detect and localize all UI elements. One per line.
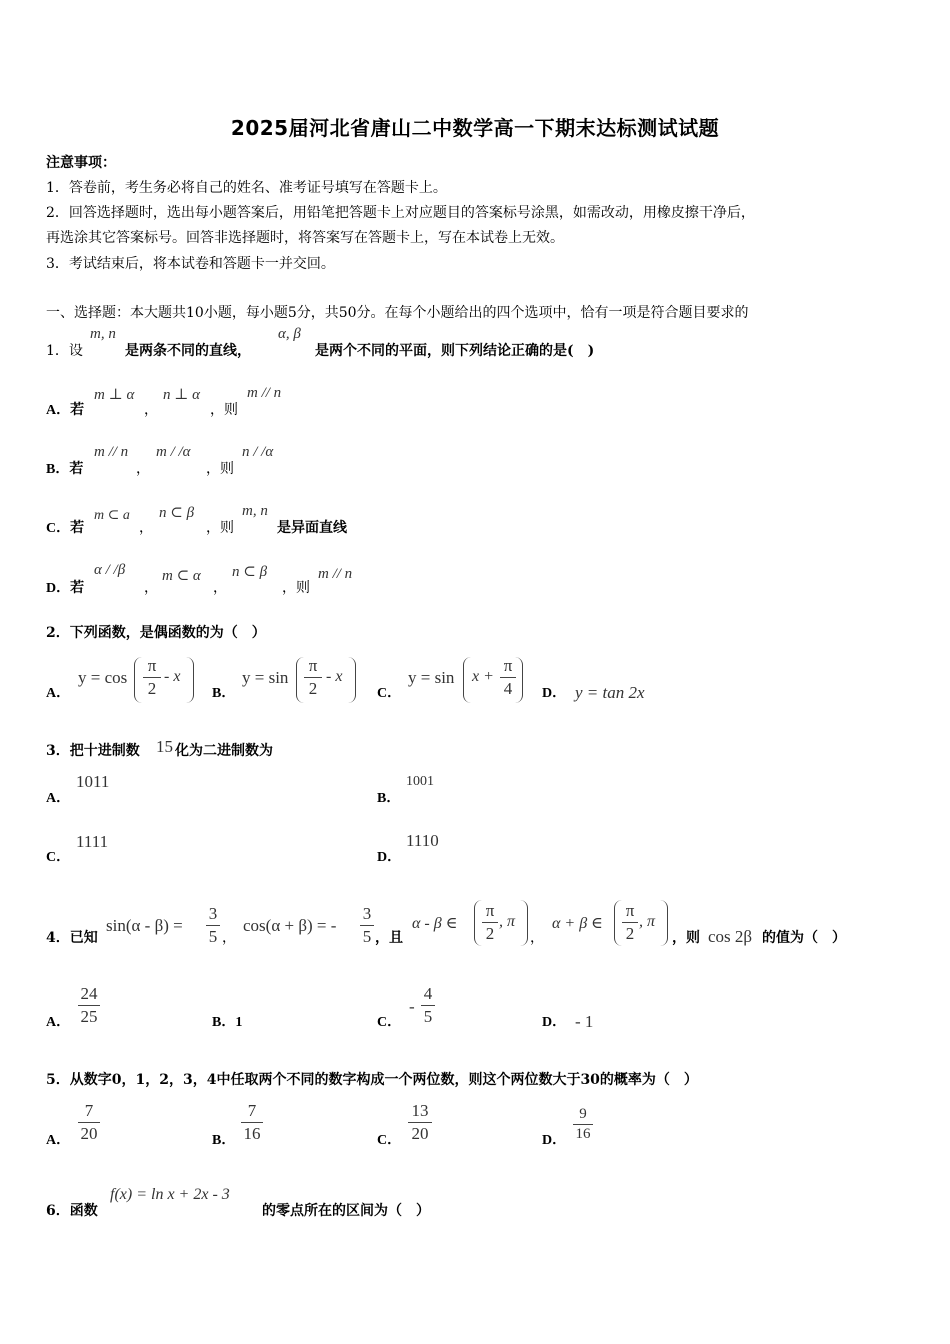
q4-text2: 的值为（ ） — [762, 930, 846, 946]
q2-a-den: 2 — [147, 679, 157, 698]
q1-b-expr3: n / /α — [242, 444, 274, 460]
q2-option-c-label: C． — [377, 686, 402, 701]
q3-c-value: 1111 — [76, 832, 109, 851]
q1-c-then: ，则 — [206, 520, 234, 536]
q2-d-fn: y = tan 2x — [575, 683, 645, 702]
q4-a-num: 24 — [80, 984, 98, 1003]
q4-a-frac — [78, 984, 100, 1027]
q2-b-frac — [304, 656, 322, 699]
q2-c-fn: y = sin — [408, 668, 455, 687]
q6-text1: 6．函数 — [46, 1203, 98, 1219]
q3-value: 15 — [156, 737, 173, 756]
q1-option-d-label: D．若 — [46, 581, 85, 596]
q2-option-b-label: B． — [212, 686, 236, 701]
q3-text1: 3．把十进制数 — [46, 743, 140, 759]
q4-frac4-num: π — [625, 901, 635, 920]
q4-frac2-den: 5 — [362, 927, 372, 946]
q4-expr4: α + β ∈ — [552, 915, 604, 932]
q4-c-sign: - — [409, 997, 415, 1016]
q4-c-num: 4 — [423, 984, 433, 1003]
q1-d-then: ，则 — [282, 580, 310, 596]
q1-a-expr2: n ⊥ α — [163, 387, 200, 403]
q4-expr5: cos 2β — [708, 927, 753, 946]
q4-c-frac — [421, 984, 435, 1027]
q1-option-b-label: B．若 — [46, 462, 84, 477]
q2-c-frac — [500, 656, 516, 699]
q4-frac1-num: 3 — [208, 904, 218, 923]
q1-var-ab: α, β — [278, 326, 301, 342]
q1-option-a-label: A．若 — [46, 403, 85, 418]
q1-a-then: ，则 — [210, 402, 238, 418]
q4-c-den: 5 — [423, 1007, 433, 1026]
q1-d-sep1: ， — [144, 580, 158, 596]
q5-option-d-label: D． — [542, 1133, 567, 1148]
q5-option-c-label: C． — [377, 1133, 402, 1148]
q1-c-expr3: m, n — [242, 503, 268, 519]
q2-option-a-label: A． — [46, 686, 71, 701]
q4-then: ，则 — [672, 930, 700, 946]
q3-option-b-label: B． — [377, 791, 401, 806]
q3-option-a-label: A． — [46, 791, 71, 806]
q6-function: f(x) = ln x + 2x - 3 — [110, 1186, 230, 1203]
q1-c-tail: 是异面直线 — [277, 520, 347, 536]
q1-d-sep2: ， — [213, 580, 227, 596]
section-heading: 一、选择题：本大题共10小题，每小题5分，共50分。在每个小题给出的四个选项中，恰有一项是符合题目要求的 — [46, 305, 749, 321]
q1-c-sep: ， — [139, 520, 153, 536]
q2-a-num: π — [147, 656, 157, 675]
q1-c-expr1: m ⊂ a — [94, 508, 130, 523]
q4-option-b-label: B．1 — [212, 1015, 243, 1030]
q5-a-frac — [78, 1101, 100, 1144]
q1-d-expr4: m // n — [318, 566, 353, 582]
q5-option-a-label: A． — [46, 1133, 71, 1148]
q2-a-tail: - x — [164, 668, 181, 685]
q4-frac2-num: 3 — [362, 904, 372, 923]
q1-b-sep: ， — [136, 461, 150, 477]
q3-text2: 化为二进制数为 — [175, 743, 273, 759]
q1-c-expr2: n ⊂ β — [159, 505, 195, 521]
q4-a-den: 25 — [80, 1007, 98, 1026]
q4-frac2 — [360, 904, 374, 947]
q1-text2: 是两个不同的平面，则下列结论正确的是( ) — [315, 343, 595, 359]
q1-a-expr3: m // n — [247, 385, 282, 401]
q4-expr1: sin(α - β) = — [106, 916, 183, 935]
notice-item-3: 3．考试结束后，将本试卷和答题卡一并交回。 — [46, 256, 335, 272]
q2-c-head: x + — [472, 668, 494, 685]
q5-a-den: 20 — [80, 1124, 98, 1143]
q1-b-expr1: m // n — [94, 444, 129, 460]
q3-d-value: 1110 — [406, 831, 439, 850]
q4-frac3 — [482, 901, 498, 944]
q2-text: 2．下列函数，是偶函数的为（ ） — [46, 625, 266, 641]
q1-b-expr2: m / /α — [156, 444, 191, 460]
q4-text1: 4．已知 — [46, 930, 98, 946]
q4-frac3-den: 2 — [485, 924, 495, 943]
q4-frac3-num: π — [485, 901, 495, 920]
q3-option-c-label: C． — [46, 850, 71, 865]
q5-d-frac — [573, 1106, 593, 1143]
q4-option-c-label: C． — [377, 1015, 402, 1030]
q1-option-c-label: C．若 — [46, 521, 85, 536]
q1-number: 1．设 — [46, 343, 83, 359]
q4-and: ，且 — [375, 930, 403, 946]
page-title: 2025届河北省唐山二中数学高一下期末达标测试试题 — [230, 116, 720, 140]
q3-option-d-label: D． — [377, 850, 402, 865]
q2-b-tail: - x — [326, 668, 343, 685]
q1-a-expr1: m ⊥ α — [94, 387, 135, 403]
q4-option-a-label: A． — [46, 1015, 71, 1030]
q4-comma: ， — [222, 930, 236, 946]
q5-b-num: 7 — [247, 1101, 257, 1120]
q1-var-mn: m, n — [90, 326, 116, 342]
q4-pitail1: , π — [499, 913, 516, 930]
q2-option-d-label: D． — [542, 686, 567, 701]
q1-b-then: ，则 — [206, 461, 234, 477]
q3-b-value: 1001 — [406, 774, 434, 789]
q5-a-num: 7 — [84, 1101, 94, 1120]
q2-c-num: π — [503, 656, 513, 675]
q4-frac1 — [206, 904, 220, 947]
q5-c-num: 13 — [411, 1101, 429, 1120]
q5-d-den: 16 — [575, 1126, 591, 1142]
q2-a-fn: y = cos — [78, 668, 128, 687]
q2-a-frac — [143, 656, 161, 699]
q4-d-value: - 1 — [575, 1012, 594, 1031]
q5-text: 5．从数字0，1，2，3，4中任取两个不同的数字构成一个两位数，则这个两位数大于30的概率为（ ） — [46, 1072, 698, 1088]
q2-b-den: 2 — [308, 679, 318, 698]
q6-text2: 的零点所在的区间为（ ） — [262, 1203, 430, 1219]
q4-frac4-den: 2 — [625, 924, 635, 943]
q4-frac1-den: 5 — [208, 927, 218, 946]
q4-pitail2: , π — [639, 913, 656, 930]
q1-d-expr1: α / /β — [94, 562, 126, 578]
q2-b-fn: y = sin — [242, 668, 289, 687]
notice-item-2-cont: 再选涂其它答案标号。回答非选择题时，将答案写在答题卡上，写在本试卷上无效。 — [46, 230, 564, 246]
q3-a-value: 1011 — [76, 772, 110, 791]
q4-comma2: ， — [530, 930, 544, 946]
q2-c-den: 4 — [503, 679, 513, 698]
q4-expr3: α - β ∈ — [412, 915, 458, 932]
q4-option-d-label: D． — [542, 1015, 567, 1030]
q5-b-den: 16 — [243, 1124, 261, 1143]
q1-a-sep: ， — [144, 402, 158, 418]
q5-b-frac — [241, 1101, 263, 1144]
q4-frac4 — [622, 901, 638, 944]
q1-text1: 是两条不同的直线， — [125, 343, 251, 359]
q2-b-num: π — [308, 656, 318, 675]
q5-c-frac — [408, 1101, 432, 1144]
notice-heading: 注意事项： — [46, 155, 116, 171]
notice-item-2: 2．回答选择题时，选出每小题答案后，用铅笔把答题卡上对应题目的答案标号涂黑，如需改动，用橡皮擦干净后， — [46, 205, 755, 221]
q1-d-expr3: n ⊂ β — [232, 564, 268, 580]
q5-c-den: 20 — [411, 1124, 429, 1143]
q4-expr2: cos(α + β) = - — [243, 916, 337, 935]
q5-d-num: 9 — [579, 1106, 587, 1122]
notice-item-1: 1．答卷前，考生务必将自己的姓名、准考证号填写在答题卡上。 — [46, 180, 447, 196]
q5-option-b-label: B． — [212, 1133, 236, 1148]
q1-d-expr2: m ⊂ α — [162, 568, 201, 584]
